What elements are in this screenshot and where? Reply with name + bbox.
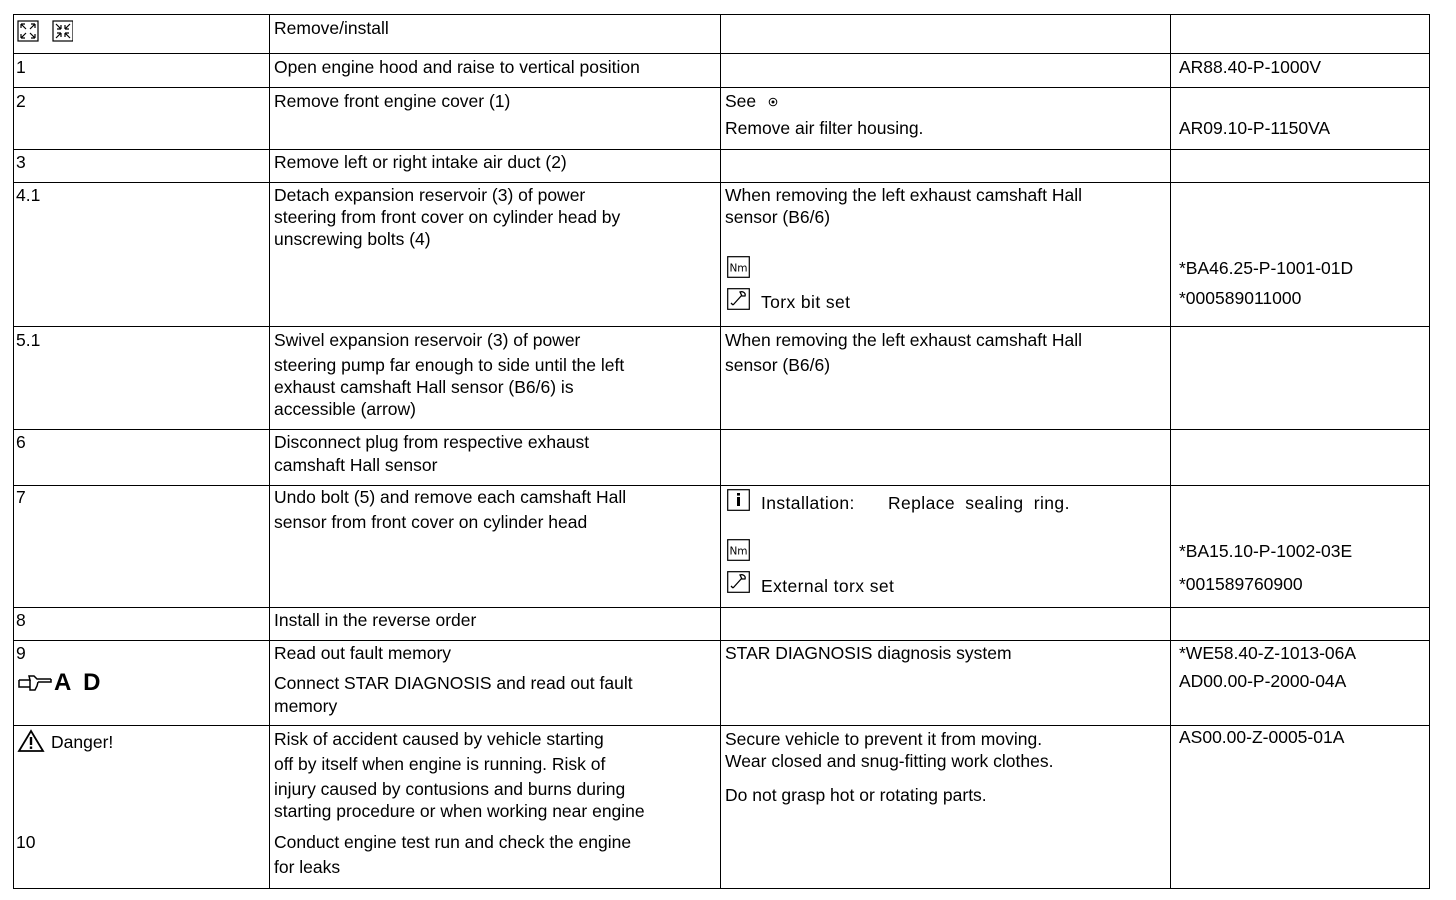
table-row — [14, 327, 1429, 430]
note-line: sensor (B6/6) — [725, 207, 831, 227]
reference-link[interactable]: *BA46.25-P-1001-01D — [1179, 258, 1354, 278]
step-action: Remove front engine cover (1) — [274, 91, 511, 111]
table-row — [14, 726, 1429, 889]
step-number: 2 — [16, 91, 26, 111]
table-row — [14, 54, 1429, 88]
step-action-line: Swivel expansion reservoir (3) of power — [274, 330, 581, 350]
step-action: Remove left or right intake air duct (2) — [274, 152, 567, 172]
step-action-line: Disconnect plug from respective exhaust — [274, 432, 590, 452]
step-number: 4.1 — [16, 185, 41, 205]
torque-nm-icon — [727, 256, 750, 278]
table-row — [14, 641, 1429, 726]
step-action: Open engine hood and raise to vertical position — [274, 57, 640, 77]
table-row — [14, 15, 1429, 54]
step-number: 10 — [16, 832, 36, 852]
step-number: 8 — [16, 610, 26, 630]
tool-label: External torx set — [761, 576, 895, 596]
expand-arrows-icon — [17, 20, 73, 42]
warning-triangle-icon — [17, 729, 45, 753]
step-action-line: for leaks — [274, 857, 341, 877]
svg-text:Nm: Nm — [729, 545, 748, 558]
step-action-line: steering from front cover on cylinder head by — [274, 207, 621, 227]
table-row — [14, 150, 1429, 183]
reference-link[interactable]: AS00.00-Z-0005-01A — [1179, 727, 1345, 747]
reference-link[interactable]: AD00.00-P-2000-04A — [1179, 671, 1347, 691]
note-detail: Remove air filter housing. — [725, 118, 924, 138]
step-action-line: unscrewing bolts (4) — [274, 229, 431, 249]
info-icon — [727, 489, 750, 511]
step-action-line: camshaft Hall sensor — [274, 455, 438, 475]
tool-icon — [727, 288, 750, 310]
measure-line: Wear closed and snug-fitting work clothes. — [725, 751, 1054, 771]
torque-nm-icon — [727, 539, 750, 561]
step-action-line: Connect STAR DIAGNOSIS and read out fault — [274, 673, 633, 693]
table-row — [14, 183, 1429, 327]
reference-link[interactable]: *001589760900 — [1179, 574, 1303, 594]
step-action-line: accessible (arrow) — [274, 399, 416, 419]
note-line: sensor (B6/6) — [725, 355, 831, 375]
step-action-line: Undo bolt (5) and remove each camshaft Hall — [274, 487, 627, 507]
step-number: 1 — [16, 57, 26, 77]
table-row — [14, 430, 1429, 486]
reference-link[interactable]: *WE58.40-Z-1013-06A — [1179, 643, 1357, 663]
measure-line: Do not grasp hot or rotating parts. — [725, 785, 987, 805]
step-action-line: Read out fault memory — [274, 643, 452, 663]
note-line: When removing the left exhaust camshaft Hall — [725, 330, 1082, 350]
step-number: 5.1 — [16, 330, 41, 350]
reference-link[interactable]: AR88.40-P-1000V — [1179, 57, 1322, 77]
reference-link[interactable]: AR09.10-P-1150VA — [1179, 118, 1331, 138]
step-action: Install in the reverse order — [274, 610, 477, 630]
step-action-line: sensor from front cover on cylinder head — [274, 512, 588, 532]
note: STAR DIAGNOSIS diagnosis system — [725, 643, 1012, 663]
reference-mark-icon — [768, 97, 778, 107]
tool-label: Torx bit set — [761, 292, 851, 312]
table-row — [14, 88, 1429, 150]
procedure-table — [13, 14, 1430, 889]
step-number: 9 — [16, 643, 26, 663]
table-row — [14, 608, 1429, 641]
table-row — [14, 486, 1429, 608]
pointing-hand-icon — [17, 671, 53, 693]
reference-link[interactable]: *BA15.10-P-1002-03E — [1179, 541, 1353, 561]
risk-line: injury caused by contusions and burns during — [274, 779, 626, 799]
step-action-line: steering pump far enough to side until the left — [274, 355, 625, 375]
svg-text:Nm: Nm — [729, 262, 748, 275]
step-number: 3 — [16, 152, 26, 172]
note-line: When removing the left exhaust camshaft Hall — [725, 185, 1082, 205]
risk-line: Risk of accident caused by vehicle starting — [274, 729, 604, 749]
measure-line: Secure vehicle to prevent it from moving. — [725, 729, 1043, 749]
reference-link[interactable]: *000589011000 — [1179, 288, 1302, 308]
ad-label: A D — [54, 669, 104, 696]
risk-line: off by itself when engine is running. Risk of — [274, 754, 606, 774]
step-action-line: Detach expansion reservoir (3) of power — [274, 185, 586, 205]
danger-label: Danger! — [51, 732, 114, 752]
step-action-line: Conduct engine test run and check the engine — [274, 832, 632, 852]
step-action-line: exhaust camshaft Hall sensor (B6/6) is — [274, 377, 574, 397]
task-title: Remove/install — [274, 18, 389, 38]
info-text: Replace sealing ring. — [888, 493, 1070, 513]
info-label: Installation: — [761, 493, 855, 513]
step-action-line: memory — [274, 696, 338, 716]
step-number: 7 — [16, 487, 26, 507]
risk-line: starting procedure or when working near engine — [274, 801, 645, 821]
tool-icon — [727, 571, 750, 593]
note-see: See — [725, 91, 757, 111]
step-number: 6 — [16, 432, 26, 452]
